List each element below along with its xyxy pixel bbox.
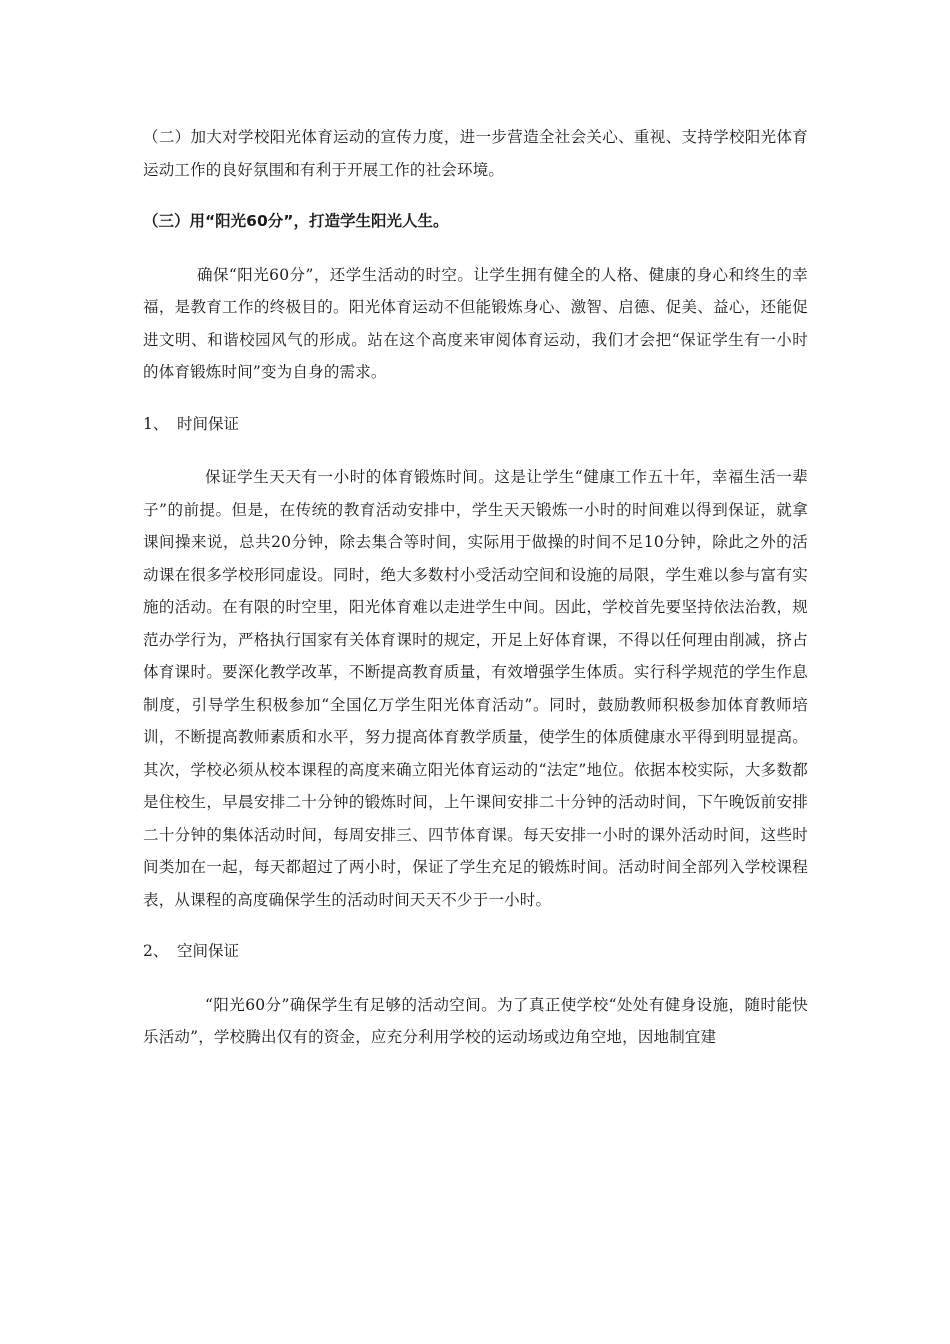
item2-title: 空间保证	[177, 942, 240, 960]
section3-intro-paragraph: 确保“阳光60分”，还学生活动的时空。让学生拥有健全的人格、健康的身心和终生的幸福，是教育工作的终极目的。阳光体育运动不但能锻炼身心、激智、启德、促美、益心，还能促进文明、和谐校园风气的形成。站在这个高度来审阅体育运动，我们才会把“保证学生有一小时的体育锻炼时间”变为自身的需求。	[143, 265, 808, 381]
item1-title: 时间保证	[177, 414, 240, 433]
document-page	[143, 121, 808, 1054]
item2-heading	[143, 935, 808, 968]
item1-heading	[143, 408, 808, 441]
item2-body-paragraph: “阳光60分”确保学生有足够的活动空间。为了真正使学校“处处有健身设施，随时能快乐活动”，学校腾出仅有的资金，应充分利用学校的运动场或边角空地，因地制宜建	[143, 995, 808, 1046]
item1-number: 1、	[143, 414, 169, 433]
section3-heading: （三）用“阳光60分”，打造学生阳光人生。	[143, 212, 449, 230]
item2-number: 2、	[143, 942, 169, 960]
section2-paragraph: （二）加大对学校阳光体育运动的宣传力度，进一步营造全社会关心、重视、支持学校阳光体育运动工作的良好氛围和有利于开展工作的社会环境。	[143, 128, 808, 179]
item1-body-paragraph: 保证学生天天有一小时的体育锻炼时间。这是让学生“健康工作五十年，幸福生活一辈子”的前提。但是，在传统的教育活动安排中，学生天天锻炼一小时的时间难以得到保证，就拿课间操来说，总共20分钟，除去集合等时间，实际用于做操的时间不足10分钟，除此之外的活动课在很多学校形同虚设。同时，绝大多数村小受活动空间和设施的局限，学生难以参与富有实施的活动。在有限的时空里，阳光体育难以走进学生中间。因此，学校首先要坚持依法治教，规范办学行为，严格执行国家有关体育课时的规定，开足上好体育课，不得以任何理由削减，挤占体育课时。要深化教学改革，不断提高教育质量，有效增强学生体质。实行科学规范的学生作息制度，引导学生积极参加“全国亿万学生阳光体育活动”。同时，鼓励教师积极参加体育教师培训，不断提高教师素质和水平，努力提高体育教学质量，使学生的体质健康水平得到明显提高。其次，学校必须从校本课程的高度来确立阳光体育运动的“法定”地位。依据本校实际，大多数都是住校生，早晨安排二十分钟的锻炼时间，上午课间安排二十分钟的活动时间，下午晚饭前安排二十分钟的集体活动时间，每周安排三、四节体育课。每天安排一小时的课外活动时间，这些时间类加在一起，每天都超过了两小时，保证了学生充足的锻炼时间。活动时间全部列入学校课程表，从课程的高度确保学生的活动时间天天不少于一小时。	[143, 468, 808, 909]
